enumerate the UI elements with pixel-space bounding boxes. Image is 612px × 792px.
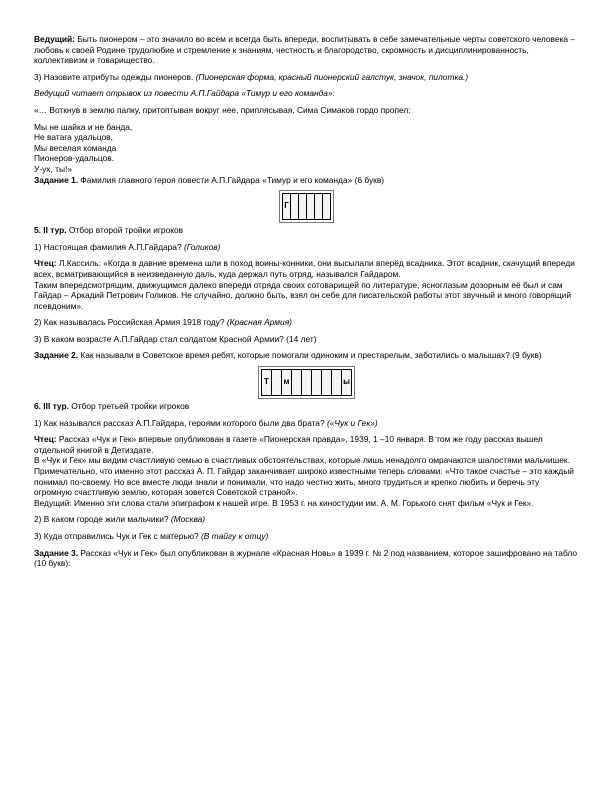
letter-cell	[302, 370, 312, 395]
host-reads-note	[34, 88, 579, 99]
task-1	[34, 175, 579, 186]
letter-cell	[299, 194, 307, 219]
letter-cell: Г	[283, 194, 291, 219]
document-page	[34, 34, 579, 569]
letter-cell	[312, 370, 322, 395]
poem-line: Мы веселая команда	[34, 142, 117, 153]
reader-label: Чтец:	[34, 258, 57, 269]
task-label: Задание 1.	[34, 174, 79, 185]
letter-cell	[323, 194, 330, 219]
question-text: 1) Как назывался рассказ А.П.Гайдара, героями которого были два брата?	[34, 417, 327, 428]
answer-board-1	[34, 193, 579, 220]
host-reads-text: Ведущий читает отрывок из повести А.П.Гайдара «Тимур и его команда»:	[34, 88, 335, 99]
answer-text: («Чук и Гек»)	[326, 417, 378, 428]
host-label: Ведущий:	[34, 34, 75, 44]
round-text: Отбор третьей тройки игроков	[68, 401, 190, 412]
answer-board-2	[34, 369, 579, 396]
round-2-heading	[34, 225, 579, 236]
poem-line: Мы не шайка и не банда,	[34, 121, 133, 132]
question-2-1	[34, 242, 579, 253]
letter-cell	[272, 370, 282, 395]
reader-label: Чтец:	[34, 434, 57, 445]
question-2-2	[34, 317, 579, 328]
letter-cell	[307, 194, 315, 219]
question-text: 1) Настоящая фамилия А.П.Гайдара?	[34, 241, 184, 252]
reader-2-continued: В «Чук и Гек» мы видим счастливую семью в счастливых обстоятельствах, которые лишь ненадолго омрачаются шалостями мальчишек.	[34, 455, 570, 466]
task-label: Задание 3.	[34, 547, 79, 558]
answer-text: (Голиков)	[183, 241, 221, 252]
task-2	[34, 350, 579, 361]
letter-cell: ы	[342, 370, 351, 395]
round-label: 6. III тур.	[34, 401, 69, 412]
task-label: Задание 2.	[34, 350, 79, 361]
question-text: 2) Как называлась Российская Армия 1918 году?	[34, 317, 227, 328]
round-text: Отбор второй тройки игроков	[66, 225, 184, 236]
answer-text: (Пионерская форма, красный пионерский галстук, значок, пилотка.)	[195, 71, 469, 82]
reader-2-note: Примечательно, что именно этот рассказ А. П. Гайдар заканчивает широко известными теперь словами: «Что такое счастье – это каждый понимал по-своему. Но все вместе люди знали и понимали, что надо честно жить, много трудиться и крепко любить и беречь эту огромную счастливую землю, которая зовется Советской страной».	[34, 466, 574, 498]
poem-line: Пионеров-удальцов.	[34, 153, 115, 164]
host-epigraph: Ведущий: Именно эти слова стали эпиграфом к нашей игре. В 1953 г. на киностудии им. А. М. Горького снят фильм «Чук и Гек».	[34, 497, 534, 508]
question-text: 3) Куда отправились Чук и Гек с матерью?	[34, 531, 201, 541]
letter-cell	[332, 370, 342, 395]
reader-text: Л.Кассиль: «Когда в давние времена шли в поход воины-конники, они высылали вперёд всадника. Этот всадник, скачущий впереди всех, всматривающийся в неизведанную даль, куда держал путь отряд, назывался Гайдаром.	[34, 258, 575, 279]
letter-cell	[292, 370, 302, 395]
question-text: 2) В каком городе жили мальчики?	[34, 514, 171, 525]
answer-text: (В тайгу к отцу)	[200, 531, 269, 541]
question-2-3: 3) В каком возрасте А.П.Гайдар стал солдатом Красной Армии? (14 лет)	[34, 333, 317, 344]
task-text: Фамилия главного героя повести А.П.Гайдара «Тимур и его команда» (6 букв)	[78, 174, 385, 185]
letter-board	[261, 369, 352, 396]
poem-line: У-ух, ты!»	[34, 163, 72, 174]
question-3-2	[34, 514, 579, 525]
reader-text: Рассказ «Чук и Гек» впервые опубликован в газете «Пионерская правда», 1939, 1 –10 января. В том же году рассказ вышел отдельной книгой в Детиздате.	[34, 434, 543, 455]
letter-cell	[315, 194, 323, 219]
reader-1-continued: Таким впередсмотрящим, движущимся далеко впереди отряда своих сотоварищей по литературе, ясноглазым дозорным её был и сам Гайдар – Аркадий Петрович Голиков. Не случайно, должно быть, взял он себе для писательской работы этот звучный и много говорящий псевдоним».	[34, 279, 571, 311]
question-uniform	[34, 72, 579, 83]
excerpt-intro: «… Воткнув в землю палку, притоптывая вокруг нее, приплясывая, Сима Симаков гордо пропел:	[34, 104, 411, 115]
letter-board	[282, 193, 331, 220]
question-3-3	[34, 531, 579, 542]
poem	[34, 122, 579, 175]
letter-cell: м	[282, 370, 292, 395]
task-text: Рассказ «Чук и Гек» был опубликован в журнале «Красная Новь» в 1939 г. № 2 под названием, которое зашифровано на табло (10 букв):	[34, 547, 578, 569]
answer-text: (Москва)	[170, 514, 206, 525]
question-3-1	[34, 418, 579, 429]
task-text: Как называли в Советское время ребят, которые помогали одиноким и престарелым, заботились о малышах? (9 букв)	[78, 350, 542, 361]
host-text: Быть пионером – это значило во всем и всегда быть впереди, воспитывать в себе замечательные черты советского человека – любовь к своей Родине трудолюбие и стремление к знаниям, честность и благородство, скромность и дисциплинированность, коллективизм и товарищество.	[34, 34, 576, 66]
host-paragraph	[34, 34, 579, 66]
letter-cell	[291, 194, 299, 219]
reader-2	[34, 434, 579, 455]
letter-cell: Т	[262, 370, 272, 395]
reader-1	[34, 258, 579, 279]
task-3	[34, 548, 579, 569]
letter-cell	[322, 370, 332, 395]
question-text: 3) Назовите атрибуты одежды пионеров.	[34, 71, 196, 82]
answer-text: (Красная Армия)	[226, 317, 292, 328]
round-label: 5. II тур.	[34, 225, 67, 236]
poem-line: Не ватага удальцов,	[34, 132, 113, 143]
round-3-heading	[34, 401, 579, 412]
